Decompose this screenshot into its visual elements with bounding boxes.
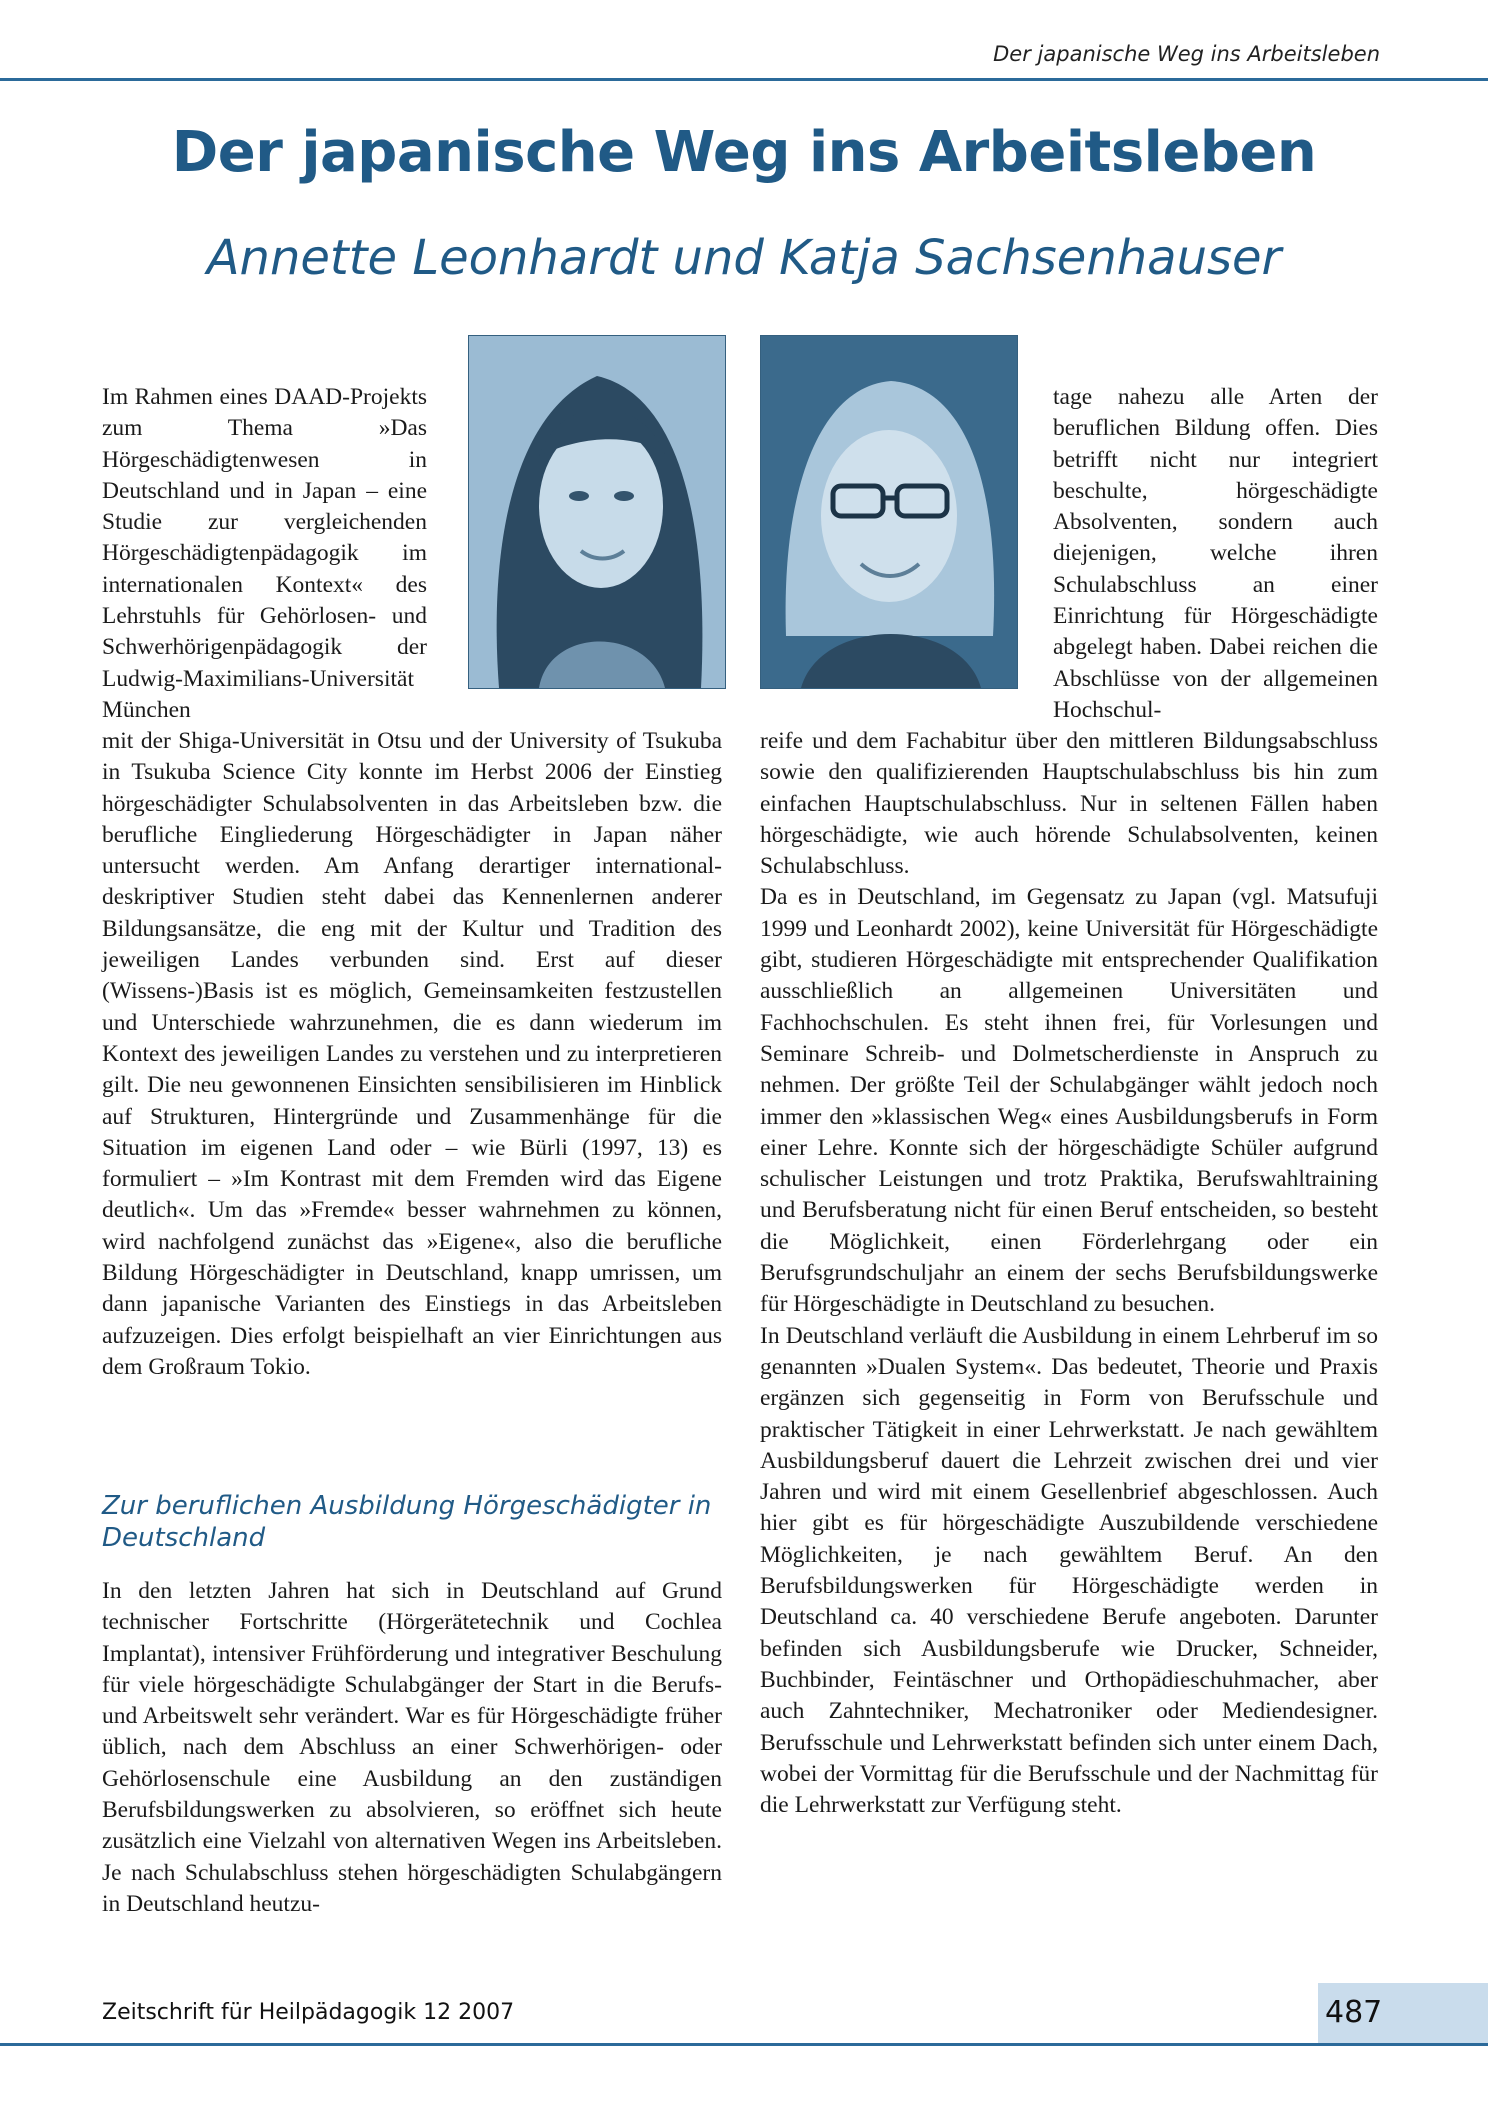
column1-continued-text xyxy=(102,726,722,1383)
article-title: Der japanische Weg ins Arbeitsleben xyxy=(171,120,1317,185)
paragraph: Da es in Deutschland, im Gegensatz zu Japan (vgl. Matsufuji 1999 und Leonhardt 2002), keine Universität für Hörgeschädigte gibt, studieren Hörgeschädigte mit entsprechender Qualifikation ausschließlich an allgemeinen Universitäten und Fachhochschulen. Es steht ihnen frei, für Vorlesungen und Seminare Schreib- und Dolmetscherdienste in Anspruch zu nehmen. Der größte Teil der Schulabgänger wählt jedoch noch immer den »klassischen Weg« eines Ausbildungsberufs in Form einer Lehre. Konnte sich der hörgeschädigte Schüler aufgrund schulischer Leistungen und trotz Praktika, Berufswahltraining und Berufsberatung nicht für einen Beruf entscheiden, so besteht die Möglichkeit, einen Förderlehrgang oder ein Berufsgrundschuljahr an einem der sechs Berufsbildungswerke für Hörgeschädigte in Deutschland zu besuchen. xyxy=(760,884,1378,1318)
paragraph: In Deutschland verläuft die Ausbildung in einem Lehrberuf im so genannten »Dualen System«. Das bedeutet, Theorie und Praxis ergänzen sich gegenseitig in Form von Berufsschule und praktischer Tätigkeit in einer Lehrwerkstatt. Je nach gewähltem Ausbildungsberuf dauert die Lehrzeit zwischen drei und vier Jahren und wird mit einem Gesellenbrief abgeschlossen. Auch hier gibt es für hörgeschädigte Auszubildende verschiedene Möglichkeiten, je nach gewähltem Beruf. An den Berufsbildungswerken für Hörgeschädigte werden in Deutschland ca. 40 verschiedene Berufe angeboten. Darunter befinden sich Ausbildungsberufe wie Drucker, Schneider, Buchbinder, Feintäschner und Orthopädieschuhmacher, aber auch Zahntechniker, Mechatroniker oder Mediendesigner. Berufsschule und Lehrwerkstatt befinden sich unter einem Dach, wobei der Vormittag für die Berufsschule und der Nachmittag für die Lehrwerkstatt zur Verfügung steht. xyxy=(760,1322,1378,1819)
authors-line: Annette Leonhardt und Katja Sachsenhauser xyxy=(206,230,1282,286)
running-header: Der japanische Weg ins Arbeitsleben xyxy=(993,42,1380,66)
footer-rule xyxy=(0,2043,1488,2046)
paragraph: mit der Shiga-Universität in Otsu und der University of Tsukuba in Tsukuba Science City konnte im Herbst 2006 der Einstieg hörgeschädigter Schulabsolventen in das Arbeitsleben bzw. die berufliche Eingliederung Hörgeschädigter in Japan näher untersucht werden. Am Anfang derartiger international-deskriptiver Studien steht dabei das Kennenlernen anderer Bildungsansätze, die eng mit der Kultur und Tradition des jeweiligen Landes verbunden sind. Erst auf dieser (Wissens-)Basis ist es möglich, Gemeinsamkeiten festzustellen und Unterschiede wahrzunehmen, die es dann wiederum im Kontext des jeweiligen Landes zu verstehen und zu interpretieren gilt. Die neu gewonnenen Einsichten sensibilisieren im Hinblick auf Strukturen, Hintergründe und Zusammenhänge für die Situation im eigenen Land oder – wie Bürli (1997, 13) es formuliert – »Im Kontrast mit dem Fremden wird das Eigene deutlich«. Um das »Fremde« besser wahrnehmen zu können, wird nachfolgend zunächst das »Eigene«, also die berufliche Bildung Hörgeschädigter in Deutschland, knapp umrissen, um dann japanische Varianten des Einstiegs in das Arbeitsleben aufzuzeigen. Dies erfolgt beispielhaft an vier Einrichtungen aus dem Großraum Tokio. xyxy=(102,728,722,1380)
paragraph: tage nahezu alle Arten der beruflichen Bildung offen. Dies betrifft nicht nur integriert beschulte, hörgeschädigte Absolventen, sondern auch diejenigen, welche ihren Schulabschluss an einer Einrichtung für Hörgeschädigte abgelegt haben. Dabei reichen die Abschlüsse von der allgemeinen Hochschul- xyxy=(1053,384,1378,723)
paragraph: reife und dem Fachabitur über den mittleren Bildungsabschluss sowie den qualifizierenden Hauptschulabschluss bis hin zum einfachen Hauptschulabschluss. Nur in seltenen Fällen haben hörgeschädigte, wie auch hörende Schulabsolventen, keinen Schulabschluss. xyxy=(760,728,1378,880)
column1-intro-text xyxy=(102,382,427,726)
journal-footer: Zeitschrift für Heilpädagogik 12 2007 xyxy=(102,2000,515,2025)
paragraph: In den letzten Jahren hat sich in Deutschland auf Grund technischer Fortschritte (Hörgerätetechnik und Cochlea Implantat), intensiver Frühförderung und integrativer Beschulung für viele hörgeschädigte Schulabgänger der Start in die Berufs- und Arbeitswelt sehr verändert. War es für Hörgeschädigte früher üblich, nach dem Abschluss an einer Schwerhörigen- oder Gehörlosenschule eine Ausbildung an den zuständigen Berufsbildungswerken zu absolvieren, so eröffnet sich heute zusätzlich eine Vielzahl von alternativen Wegen ins Arbeitsleben. Je nach Schulabschluss stehen hörgeschädigten Schulabgängern in Deutschland heutzu- xyxy=(102,1578,722,1917)
header-rule xyxy=(0,78,1488,81)
column1-section-text xyxy=(102,1576,722,1920)
author-photo-sachsenhauser xyxy=(760,335,1018,689)
page-number: 487 xyxy=(1325,1995,1383,2030)
section-subheading: Zur beruflichen Ausbildung Hörgeschädigter in Deutschland xyxy=(102,1491,712,1553)
paragraph: Im Rahmen eines DAAD-Projekts zum Thema »Das Hörgeschädigtenwesen in Deutschland und in Japan – eine Studie zur vergleichenden Hörgeschädigtenpädagogik im internationalen Kontext« des Lehrstuhls für Gehörlosen- und Schwerhörigenpädagogik der Ludwig-Maximilians-Universität München xyxy=(102,384,427,723)
column2-intro-text xyxy=(1053,382,1378,726)
column2-continued-text xyxy=(760,726,1378,1821)
author-photo-leonhardt xyxy=(468,335,726,689)
